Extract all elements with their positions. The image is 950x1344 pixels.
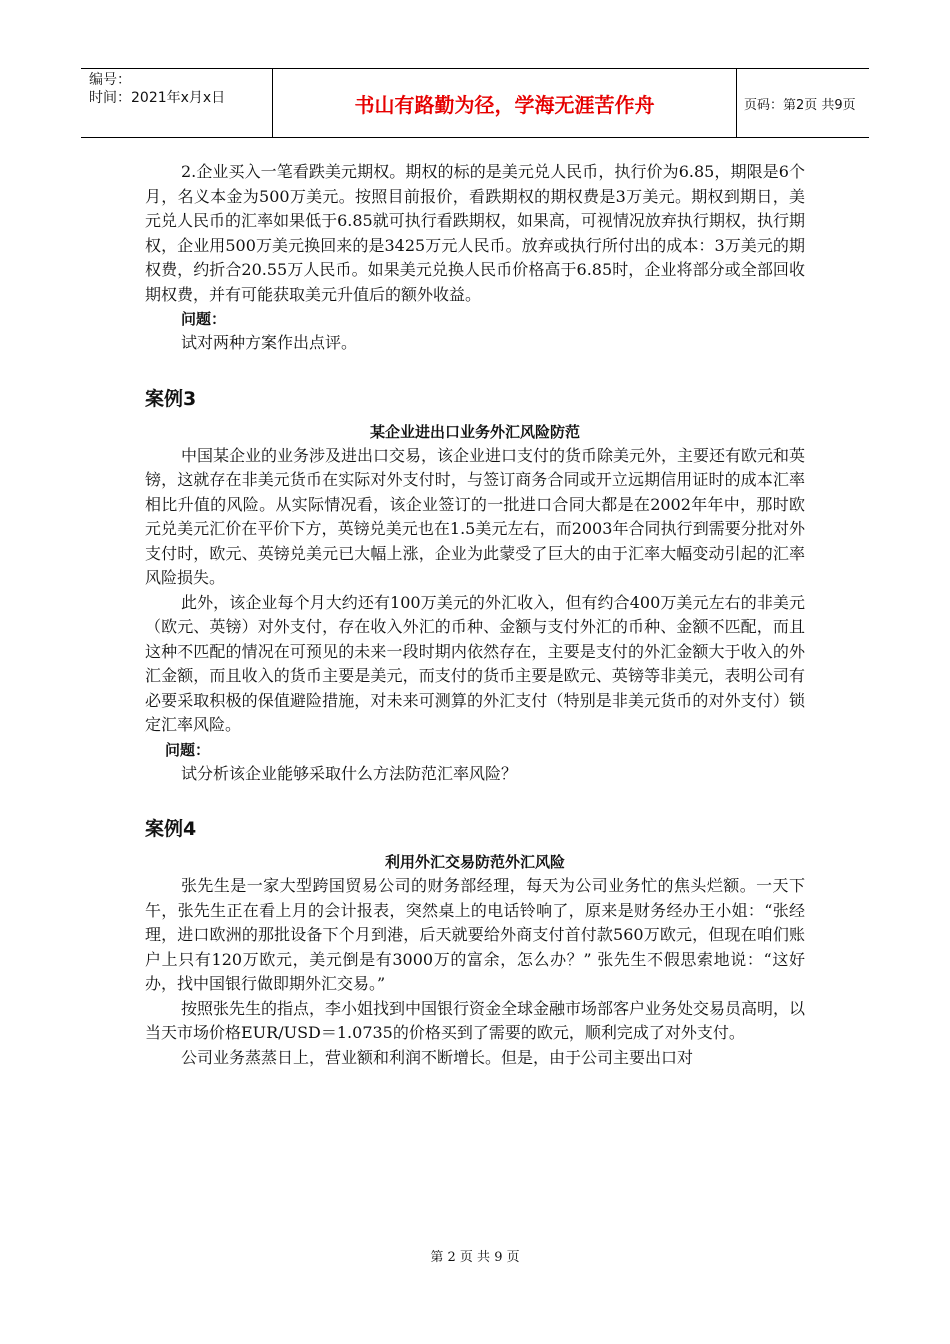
header-time-label: 时间：2021年x月x日 xyxy=(89,90,226,106)
case2-question-label: 问题： xyxy=(181,310,227,328)
header-meta xyxy=(81,69,273,137)
document-header xyxy=(81,68,869,138)
case4-paragraph-3: 公司业务蒸蒸日上，营业额和利润不断增长。但是，由于公司主要出口对 xyxy=(181,1047,694,1067)
case4-paragraph-2: 按照张先生的指点，李小姐找到中国银行资金全球金融市场部客户业务处交易员高明，以当天市场价格EUR/USD＝1.0735的价格买到了需要的欧元，顺利完成了对外支付。 xyxy=(145,998,806,1042)
case4-paragraph-1: 张先生是一家大型跨国贸易公司的财务部经理，每天为公司业务忙的焦头烂额。一天下午，张先生正在看上月的会计报表，突然桌上的电话铃响了，原来是财务经办王小姐：“张经理，进口欧洲的那批设备下个月到港，后天就要给外商支付首付款560万欧元，但现在咱们账户上只有120万欧元，美元倒是有3000万的富余，怎么办？” 张先生不假思索地说：“这好办，找中国银行做即期外汇交易。” xyxy=(145,876,805,993)
case4-heading: 案例4 xyxy=(145,818,197,840)
case3-title: 某企业进出口业务外汇风险防范 xyxy=(369,422,580,441)
case3-heading: 案例3 xyxy=(145,387,197,410)
case3-question: 试分析该企业能够采取什么方法防范汇率风险？ xyxy=(181,763,518,783)
header-motto: 书山有路勤为径，学海无涯苦作舟 xyxy=(273,69,737,137)
case2-continued-section xyxy=(145,160,805,356)
case4-title: 利用外汇交易防范外汇风险 xyxy=(384,853,565,871)
case2-question: 试对两种方案作出点评。 xyxy=(181,333,358,352)
case3-question-label: 问题： xyxy=(165,740,211,759)
case4-section xyxy=(145,816,805,1070)
header-page-info: 页码：第2页 共9页 xyxy=(744,97,856,113)
case3-paragraph-2: 此外，该企业每个月大约还有100万美元的外汇收入，但有约合400万美元左右的非美元（欧元、英镑）对外支付，存在收入外汇的币种、金额与支付外汇的币种、金额不匹配，而且这种不匹配的情况在可预见的未来一段时期内依然存在，主要是支付的外汇金额大于收入的外汇金额，而且收入的货币主要是美元，而支付的货币主要是欧元、英镑等非美元，表明公司有必要采取积极的保值避险措施，对未来可测算的外汇支付（特别是非美元货币的对外支付）锁定汇率风险。 xyxy=(145,592,805,734)
case3-section xyxy=(145,386,805,787)
case2-option-paragraph: 2.企业买入一笔看跌美元期权。期权的标的是美元兑人民币，执行价为6.85，期限是6个月，名义本金为500万美元。按照目前报价，看跌期权的期权费是3万美元。期权到期日，美元兑人民币的汇率如果低于6.85就可执行看跌期权，如果高，可视情况放弃执行期权，执行期权，企业用500万美元换回来的是3425万元人民币。放弃或执行所付出的成本：3万美元的期权费，约折合20.55万人民币。如果美元兑换人民币价格高于6.85时，企业将部分或全部回收期权费，并有可能获取美元升值后的额外收益。 xyxy=(145,162,805,304)
page-footer: 第 2 页 共 9 页 xyxy=(430,1250,520,1265)
page-content xyxy=(145,160,805,1070)
case3-paragraph-1: 中国某企业的业务涉及进出口交易，该企业进口支付的货币除美元外，主要还有欧元和英镑，这就存在非美元货币在实际对外支付时，与签订商务合同或开立远期信用证时的成本汇率相比升值的风险。从实际情况看，该企业签订的一批进口合同大都是在2002年年中，那时欧元兑美元汇价在平价下方，英镑兑美元也在1.5美元左右，而2003年合同执行到需要分批对外支付时，欧元、英镑兑美元已大幅上涨，企业为此蒙受了巨大的由于汇率大幅变动引起的汇率风险损失。 xyxy=(145,445,806,587)
header-number-label: 编号： xyxy=(89,72,131,88)
